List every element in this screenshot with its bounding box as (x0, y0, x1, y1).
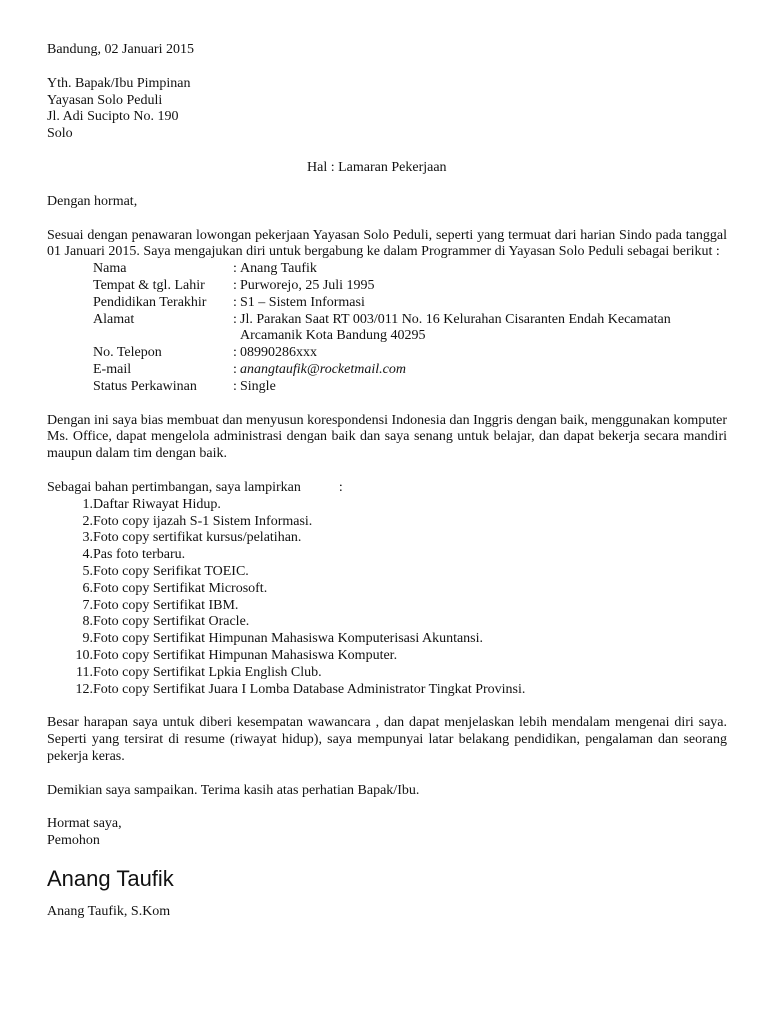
recipient-line: Jl. Adi Sucipto No. 190 (47, 109, 179, 125)
list-number: 11. (76, 664, 93, 680)
list-number: 6. (82, 580, 93, 596)
skills-paragraph: Dengan ini saya bias membuat dan menyusun korespondensi Indonesia dan Inggris dengan baik, menggunakan komputer Ms. Office, dapat mengelola administrasi dengan baik dan saya senang untuk belajar, dan dapat bekerja secara mandiri maupun dalam tim dengan baik. (47, 412, 728, 462)
info-value: Single (240, 378, 276, 394)
attachments-intro (47, 480, 727, 497)
info-colon: : (233, 261, 237, 277)
list-item (47, 581, 727, 598)
signed-name: Anang Taufik, S.Kom (47, 904, 171, 920)
info-label: No. Telepon (93, 345, 162, 361)
list-number: 7. (82, 597, 93, 613)
list-text: Foto copy Sertifikat Juara I Lomba Database Administrator Tingkat Provinsi. (93, 681, 526, 697)
info-label: Pendidikan Terakhir (93, 294, 207, 310)
list-text: Foto copy ijazah S-1 Sistem Informasi. (93, 513, 313, 529)
info-colon: : (233, 294, 237, 310)
list-text: Foto copy Sertifikat Lpkia English Club. (93, 664, 322, 680)
personal-info-table (93, 261, 727, 395)
recipient-line: Yayasan Solo Peduli (47, 92, 163, 108)
applicant-role: Pemohon (47, 833, 100, 849)
info-colon: : (233, 345, 237, 361)
list-number: 12. (75, 681, 93, 697)
list-item (47, 665, 727, 682)
info-value: S1 – Sistem Informasi (240, 294, 365, 310)
info-value: 08990286xxx (240, 345, 317, 361)
info-label: Tempat & tgl. Lahir (93, 277, 205, 293)
info-row (93, 295, 727, 312)
info-value: Jl. Parakan Saat RT 003/011 No. 16 Kelurahan Cisaranten Endah Kecamatan Arcamanik Kota Bandung 40295 (240, 311, 671, 344)
closing-paragraph: Demikian saya sampaikan. Terima kasih atas perhatian Bapak/Ibu. (47, 782, 420, 798)
info-row (93, 362, 727, 379)
list-number: 3. (82, 530, 93, 546)
list-item (47, 514, 727, 531)
recipient-line: Yth. Bapak/Ibu Pimpinan (47, 75, 191, 91)
info-label: E-mail (93, 361, 132, 377)
list-item (47, 497, 727, 514)
hope-paragraph: Besar harapan saya untuk diberi kesempatan wawancara , dan dapat menjelaskan lebih mendalam mengenai diri saya. Seperti yang tersirat di resume (riwayat hidup), saya mempunyai latar belakang pendidikan, pengalaman dan seorang pekerja keras. (47, 715, 727, 764)
intro-paragraph: Sesuai dengan penawaran lowongan pekerjaan Yayasan Solo Peduli, seperti yang termuat dari harian Sindo pada tanggal 01 Januari 2015. Saya mengajukan diri untuk bergabung ke dalam Programmer di Yayasan Solo Peduli sebagai berikut : (47, 227, 727, 260)
info-colon: : (233, 277, 237, 293)
list-text: Foto copy Sertifikat Microsoft. (93, 580, 268, 596)
list-item (47, 631, 727, 648)
list-number: 4. (82, 547, 93, 563)
list-number: 9. (82, 631, 93, 647)
list-item (47, 547, 727, 564)
info-value: Purworejo, 25 Juli 1995 (240, 277, 375, 293)
info-colon: : (233, 361, 237, 377)
info-label: Nama (93, 261, 127, 277)
info-row (93, 261, 727, 278)
list-item (47, 648, 727, 665)
list-text: Foto copy Sertifikat IBM. (93, 597, 239, 613)
info-row (93, 278, 727, 295)
letter-date: Bandung, 02 Januari 2015 (47, 42, 194, 57)
email-link[interactable]: anangtaufik@rocketmail.com (240, 361, 406, 377)
list-item (47, 564, 727, 581)
list-item (47, 598, 727, 615)
info-row (93, 312, 727, 346)
info-label: Alamat (93, 311, 135, 327)
list-number: 10. (75, 647, 93, 663)
list-number: 2. (82, 513, 93, 529)
list-item (47, 682, 727, 699)
list-number: 5. (82, 563, 93, 579)
recipient-line: Solo (47, 126, 73, 142)
list-text: Foto copy Sertifikat Himpunan Mahasiswa Komputer. (93, 647, 398, 663)
info-value: Anang Taufik (240, 261, 317, 277)
info-label: Status Perkawinan (93, 378, 197, 394)
list-text: Pas foto terbaru. (93, 547, 186, 563)
greeting: Dengan hormat, (47, 193, 138, 209)
list-item (47, 614, 727, 631)
list-text: Foto copy Sertifikat Himpunan Mahasiswa Komputerisasi Akuntansi. (93, 631, 484, 647)
list-number: 8. (82, 614, 93, 630)
list-item (47, 530, 727, 547)
regards: Hormat saya, (47, 816, 122, 832)
letter-page (47, 42, 727, 921)
attachments-colon: : (338, 479, 343, 495)
info-colon: : (233, 378, 237, 394)
list-text: Foto copy Serifikat TOEIC. (93, 563, 249, 579)
attachments-intro-text: Sebagai bahan pertimbangan, saya lampirkan (47, 479, 301, 495)
info-row (93, 379, 727, 396)
recipient-block (47, 76, 727, 143)
list-number: 1. (82, 496, 93, 512)
info-row (93, 345, 727, 362)
list-text: Daftar Riwayat Hidup. (93, 496, 221, 512)
list-text: Foto copy Sertifikat Oracle. (93, 614, 250, 630)
list-text: Foto copy sertifikat kursus/pelatihan. (93, 530, 302, 546)
letter-subject: Hal : Lamaran Pekerjaan (307, 159, 447, 175)
info-colon: : (233, 311, 237, 327)
attachments-list (47, 497, 727, 699)
signature-image: Anang Taufik (47, 866, 174, 892)
